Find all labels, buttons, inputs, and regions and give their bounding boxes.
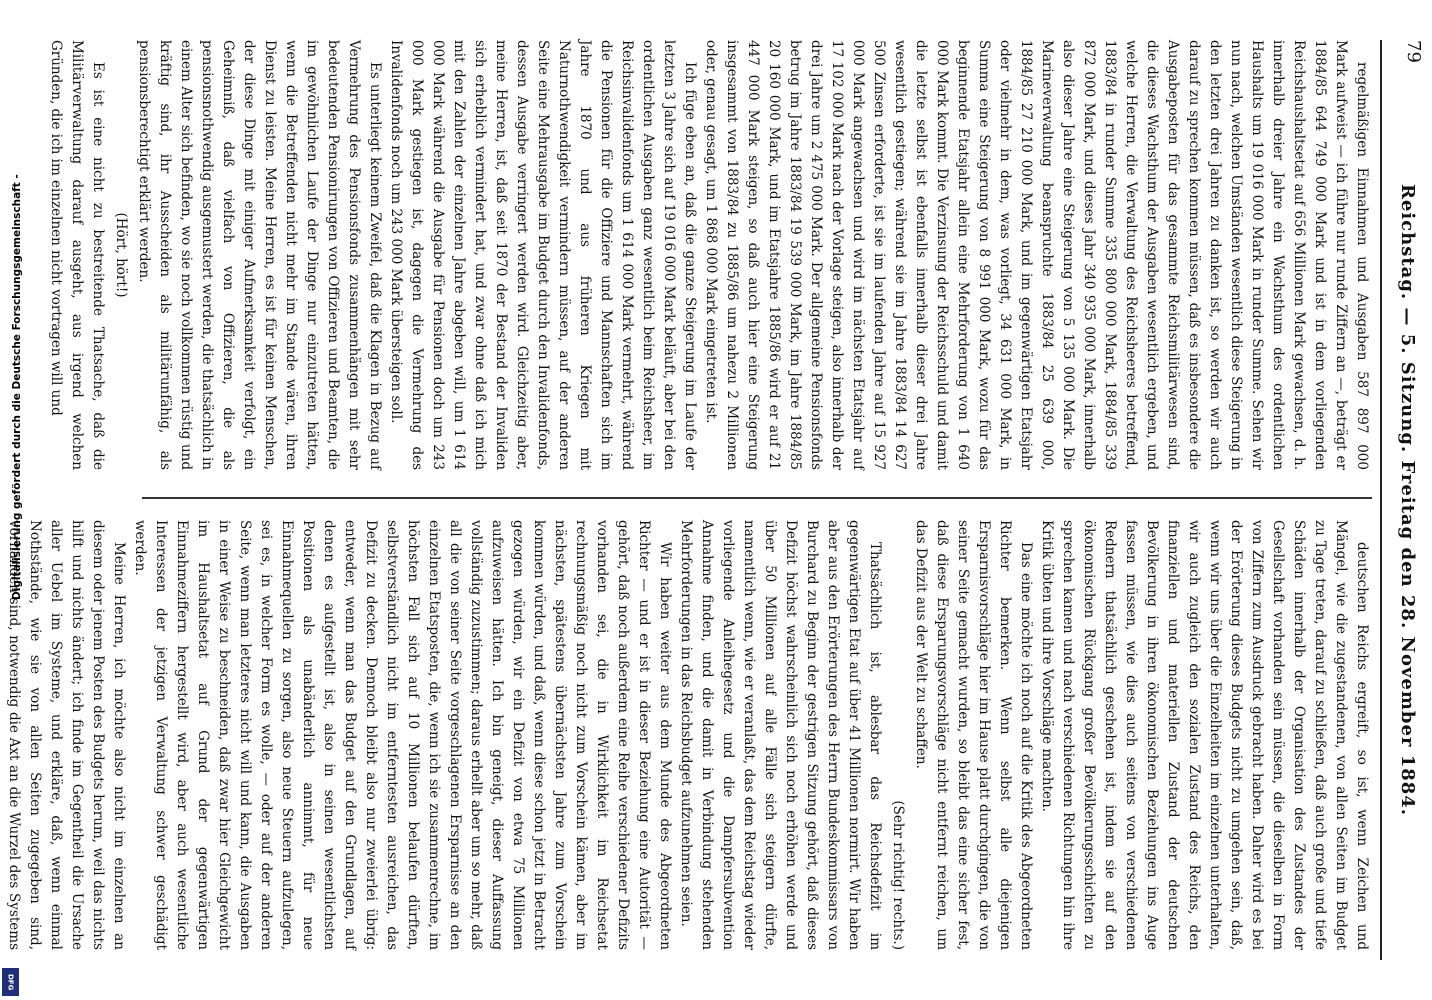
header-rule (1380, 40, 1382, 960)
interjection: (Hört, hört!) (113, 212, 129, 298)
left-column (48, 40, 1372, 470)
paragraph: regelmäßigen Einnahmen und Ausgaben 587 897 000 Mark aufweist — ich führe nur runde Ziffern an —, beträgt er 1884/85 644 749 000 Mark und ist in dem vorliegenden Reichshaushaltsetat auf 656 Millionen Mark gewachsen, d. h. innerhalb dreier Jahre ein Wachsthum des ordentlichen Haushalts um 19 016 000 Mark in runder Summe. Sehen wir nun nach, welchen Umständen wesentlich diese Steigerung in den letzten drei Jahren zu danken ist, so werden wir auch darauf zu sprechen kommen müssen, daß es insbesondere die Ausgabeposten für das gesammte Reichsmilitärwesen sind, die dieses Wachsthum der Ausgaben wesentlich ergeben, und welche Herren, die Verwaltung des Reichsheeres betreffend, 1883/84 in runder Summe 335 800 000 Mark, 1884/85 339 872 000 Mark, und dieses Jahr 340 935 000 Mark, innerhalb also dieser Jahre eine Steigerung von 5 135 000 Mark. Die Marineverwaltung beanspruchte 1883/84 25 639 000, 1884/85 27 210 000 Mark, und im gegenwärtigen Etatsjahr oder vielmehr in dem, was vorliegt, 34 631 000 Mark, in Summa eine Steigerung von 8 991 000 Mark, wozu für das beginnende Etatsjahr allein eine Mehrforderung von 1 640 000 Mark kommt. Die Verzinsung der Reichsschuld und damit die letzte selbst ist ebenfalls innerhalb dieser drei Jahre wesentlich gestiegen; während sie im Jahre 1883/84 14 627 500 Zinsen erforderte, ist sie im laufenden Jahre auf 15 927 000 Mark angewachsen und wird im nächsten Etatsjahr auf 17 102 000 Mark nach der Vorlage steigen, also innerhalb der drei Jahre um 2 475 000 Mark. Der allgemeine Pensionsfonds betrug im Jahre 1883/84 19 539 000 Mark, im Jahre 1884/85 20 160 000 Mark, und im Etatsjahre 1885/86 wird er auf 21 447 000 Mark steigen, so daß auch hier eine Steigerung insgesammt von 1883/84 zu 1885/86 um nahezu 2 Millionen oder, genau gesagt, um 1 868 000 Mark eingetreten ist. (703, 40, 1370, 470)
paragraph: Es unterliegt keinem Zweifel, daß die Klagen in Bezug auf Vermehrung des Pensionsfonds zusammenhängen mit sehr bedeutenden Pensionirungen von Offizieren und Beamten, die im gewöhnlichen Laufe der Dinge nur einzutreten hätten, wenn die Betreffenden nicht mehr im Stande wären, ihren Dienst zu leisten. Meine Herren, es ist für keinen Menschen, der diese Dinge mit einiger Aufmerksamkeit verfolgt, ein Geheimniß, daß vielfach von Offizieren, die als pensionsnothwendig ausgemustert werden, die thatsächlich in einem Alter sich befinden, wo sie noch vollkommen rüstig und kräftig sind, ihr Ausscheiden als militärunfähig, als pensionsberechtigt erklärt werden. (136, 40, 383, 470)
footer-credit: Digitalisierung gefördert durch die Deutsche Forschungsgemeinschaft - (11, 174, 23, 600)
paragraph: Ich füge eben an, daß die ganze Steigerung im Laufe der letzten 3 Jahre sich auf 19 016 000 Mark beläuft, aber bei den ordentlichen Ausgaben ganz wesentlich beim Reichsheer, im Reichsinvalidenfonds um 1 614 000 Mark vermehrt, während die Pensionen für die Offiziere und Mannschaften sich im Jahre 1870 und aus früheren Kriegen mit Naturnothwendigkeit vermindern müssen, auf der anderen Seite eine Mehrausgabe im Budget durch den Invalidenfonds, dessen Ausgabe verringert werden wird. Gleichzeitig aber, meine Herren, ist, daß seit 1870 der Bestand der Invaliden sich erheblich vermindert hat, und zwar ohne daß ich mich mit den Zahlen der einzelnen Jahre abgeben will, um 1 614 000 Mark während die Ausgabe für Pensionen doch um 243 000 Mark gestiegen ist, dagegen die Vermehrung des Invalidenfonds noch um 243 000 Mark übersteigen soll. (388, 40, 698, 470)
paragraph: Meine Herren, ich möchte also nicht im einzelnen an diesem oder jenem Posten des Budgets herum, weil das nichts hilft und nichts ändert; ich finde im Gegentheil die Ursache aller Uebel im Systeme, und erkläre, daß, wenn einmal Nothstände, wie sie von allen Seiten zugegeben sind, vorhanden sind, notwendig die Axt an die Wurzel des Systems (6, 520, 127, 950)
right-column (6, 520, 1372, 950)
page-number: 79 (1403, 40, 1424, 63)
digitization-footer (0, 0, 22, 1000)
interjection: (Sehr richtig! rechts.) (890, 800, 906, 950)
paragraph: Es ist eine nicht zu bestreitende Thatsache, daß die Militärverwaltung darauf ausgeht, aus irgend welchen Gründen, die ich im einzelnen nicht vortragen will und (48, 40, 106, 470)
paragraph: Das eine möchte ich noch auf die Kritik des Abgeordneten Richter bemerken. Wenn selbst alle diejenigen Ersparnisvorschläge hier im Hause platt durchgingen, die von seiner Seite gemacht wurden, so bleibt das eine sicher fest, daß diese Ersparungsvorschläge nicht entfernt reichen, um das Defizit aus der Welt zu schaffen. (913, 520, 1034, 950)
dfg-logo: DFG (2, 968, 19, 996)
paragraph: Thatsächlich ist, ablesbar das Reichsdefizit im gegenwärtigen Etat auf über 41 Millionen normirt. Wir haben aber aus den Erörterungen des Herrn Bundeskommissars von Burchard zu Beginn der gestrigen Sitzung gehört, daß dieses Defizit höchst wahrscheinlich sich noch erhöhen werde und über 50 Millionen auf alle Fälle sich steigern dürfte, namentlich wenn, wie er veranlaßt, das dem Reichstag wieder vorliegende Anleihegesetz und die Dampfersubvention Annahme finden, und die damit in Verbindung stehenden Mehrforderungen in das Reichsbudget aufzunehmen seien. (678, 520, 883, 950)
paragraph: Wir haben weiter aus dem Munde des Abgeordneten Richter — und er ist in dieser Beziehung eine Autorität — gehört, daß noch außerdem eine Reihe verschiedener Defizits vorhanden sei, die in Wirklichkeit im Reichsetat rechnungsmäßig noch nicht zum Vorschein kämen, aber im nächsten, spätestens übernächsten Jahre zum Vorschein kommen würden, und daß, wenn diese schon jetzt in Betracht gezogen würden, wir ein Defizit von etwa 75 Millionen aufzuweisen hätten. Ich bin geneigt, dieser Auffassung vollständig zuzustimmen; daraus erhellt aber um so mehr, daß all die von seiner Seite vorgeschlagenen Ersparnisse an den einzelnen Etatsposten, die, wenn ich sie zusammenrechne, im höchsten Fall sich auf 10 Millionen belaufen dürften, selbstverständlich nicht im entferntesten ausreichen, das Defizit zu decken. Dennoch bleibt also nur zweierlei übrig: entweder, wenn man das Budget auf den Grundlagen, auf denen es aufgestellt ist, also in seinen wesentlichsten Positionen als unabänderlich annimmt, für neue Einnahmequellen zu sorgen, also neue Steuern aufzulegen, sei es, in welcher Form es wolle, — oder auf der anderen Seite, wenn man letzteres nicht will und kann, die Ausgaben in einer Weise zu beschneiden, daß zwar hier Gleichgewicht im Haushaltsetat auf Grund der gegenwärtigen Einnahmeziffern hergestellt wird, aber auch wesentliche Interessen der jetzigen Verwaltung schwer geschädigt werden. (132, 520, 673, 950)
paragraph: deutschen Reichs ergreift, so ist, wenn Zeichen und Mängel, wie die zugestandenen, von allen Seiten im Budget zu Tage treten, darauf zu schließen, daß auch große und tiefe Schäden innerhalb der Organisation des Zustandes der Gesellschaft vorhanden sein müssen, die dieselben in Form von Ziffern zum Ausdruck gebracht haben. Daher wird es bei der Erörterung dieses Budgets nicht zu umgehen sein, daß, wenn wir uns über die Einzelheiten im einzelnen unterhalten, wir auch zugleich den sozialen Zustand des Reichs, den finanziellen und materiellen Zustand der deutschen Bevölkerung in ihren ökonomischen Beziehungen ins Auge fassen müssen, wie dies auch seitens von verschiedenen Rednern thatsächlich geschehen ist, indem sie auf den ökonomischen Rückgang großer Bevölkerungsschichten zu sprechen kamen und nach verschiedenen Richtungen hin ihre Kritik übten und ihre Vorschläge machten. (1039, 520, 1370, 950)
page-title: Reichstag. — 5. Sitzung. Freitag den 28. November 1884. (1397, 183, 1418, 817)
column-divider (142, 497, 1372, 499)
